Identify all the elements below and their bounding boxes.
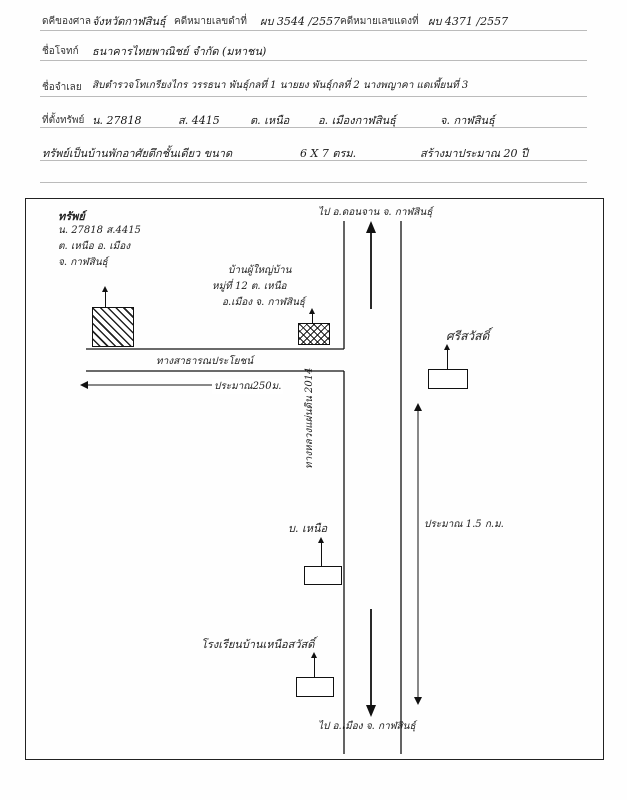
headman-title: บ้านผู้ใหญ่บ้าน — [228, 265, 292, 276]
court-value: จังหวัดกาฬสินธุ์ — [92, 15, 166, 28]
school-pointer — [314, 657, 315, 677]
property-parcel — [92, 307, 134, 347]
headman-line-1: หมู่ที่ 12 ต. เหนือ — [212, 281, 287, 292]
headman-house — [298, 323, 330, 345]
property-title: ทรัพย์ — [58, 210, 85, 223]
property-line-2: ต. เหนือ อ. เมือง — [58, 241, 131, 252]
property-size: 6 X 7 ตรม. — [300, 147, 357, 160]
village-pointer — [321, 542, 322, 566]
property-pointer-head — [102, 286, 108, 292]
district: อ. เมืองกาฬสินธุ์ — [318, 114, 396, 127]
black-case-value: ผบ 3544 /2557 — [260, 15, 341, 28]
north-arrow-head — [366, 221, 376, 233]
property-line-1: น. 27818 ส.4415 — [58, 225, 141, 236]
plaintiff-label: ชื่อโจทก์ — [42, 46, 79, 57]
school-building — [296, 677, 334, 697]
south-arrow-head — [366, 705, 376, 717]
lane-distance: ประมาณ250ม. — [214, 381, 282, 392]
right-distance-arrow-bottom — [414, 697, 422, 705]
form-rule-2 — [40, 60, 587, 61]
red-case-value: ผบ 4371 /2557 — [428, 15, 509, 28]
red-case-label: คดีหมายเลขแดงที่ — [340, 16, 419, 27]
village-label: บ. เหนือ — [288, 522, 328, 535]
headman-line-2: อ.เมือง จ. กาฬสินธุ์ — [222, 297, 306, 308]
shop-pointer-head — [444, 344, 450, 350]
location-label: ที่ตั้งทรัพย์ — [42, 115, 85, 126]
form-rule-3 — [40, 96, 587, 97]
headman-pointer — [312, 313, 313, 323]
defendant-value: สิบตำรวจโทเกรียงไกร วรรธนา พันธุ์กลที่ 1 นายยง พันธุ์กลที่ 2 นางพญาคา แดเพี้ยนที่ 3 — [92, 80, 469, 91]
property-desc: ทรัพย์เป็นบ้านพักอาศัยตึกชั้นเดียว ขนาด — [42, 147, 233, 160]
location-map — [25, 198, 604, 760]
defendant-label: ชื่อจำเลย — [42, 82, 82, 93]
shop-label: ศรีสวัสดิ์ — [446, 329, 490, 343]
village-building — [304, 566, 342, 585]
highway-label: ทางหลวงแผ่นดิน 2014 — [304, 367, 315, 469]
north-destination: ไป อ.ดอนจาน จ. กาฬสินธุ์ — [318, 207, 433, 218]
school-label: โรงเรียนบ้านเหนือสวัสดิ์ — [201, 638, 315, 651]
form-rule-1 — [40, 30, 587, 31]
village-pointer-head — [318, 537, 324, 543]
deed-no: น. 27818 — [92, 114, 142, 127]
black-case-label: คดีหมายเลขดำที่ — [174, 16, 247, 27]
school-pointer-head — [311, 652, 317, 658]
right-distance: ประมาณ 1.5 ก.ม. — [424, 519, 504, 530]
court-label: ดคีของศาล — [42, 16, 91, 27]
lane-distance-arrow-left — [80, 381, 88, 389]
headman-pointer-head — [309, 308, 315, 314]
right-distance-arrow-top — [414, 403, 422, 411]
south-destination: ไป อ.เมือง จ. กาฬสินธุ์ — [318, 721, 416, 732]
province: จ. กาฬสินธุ์ — [440, 114, 495, 127]
form-rule-4 — [40, 127, 587, 128]
plot-no: ส. 4415 — [178, 114, 220, 127]
shop-building — [428, 369, 468, 389]
subdistrict: ต. เหนือ — [250, 114, 290, 127]
property-age: สร้างมาประมาณ 20 ปี — [420, 147, 529, 160]
form-rule-5 — [40, 160, 587, 161]
plaintiff-value: ธนาคารไทยพาณิชย์ จำกัด (มหาชน) — [92, 45, 267, 58]
property-pointer — [105, 291, 106, 307]
property-line-3: จ. กาฬสินธุ์ — [58, 257, 108, 268]
lane-label: ทางสาธารณประโยชน์ — [156, 356, 254, 367]
form-rule-6 — [40, 182, 587, 183]
shop-pointer — [447, 349, 448, 369]
